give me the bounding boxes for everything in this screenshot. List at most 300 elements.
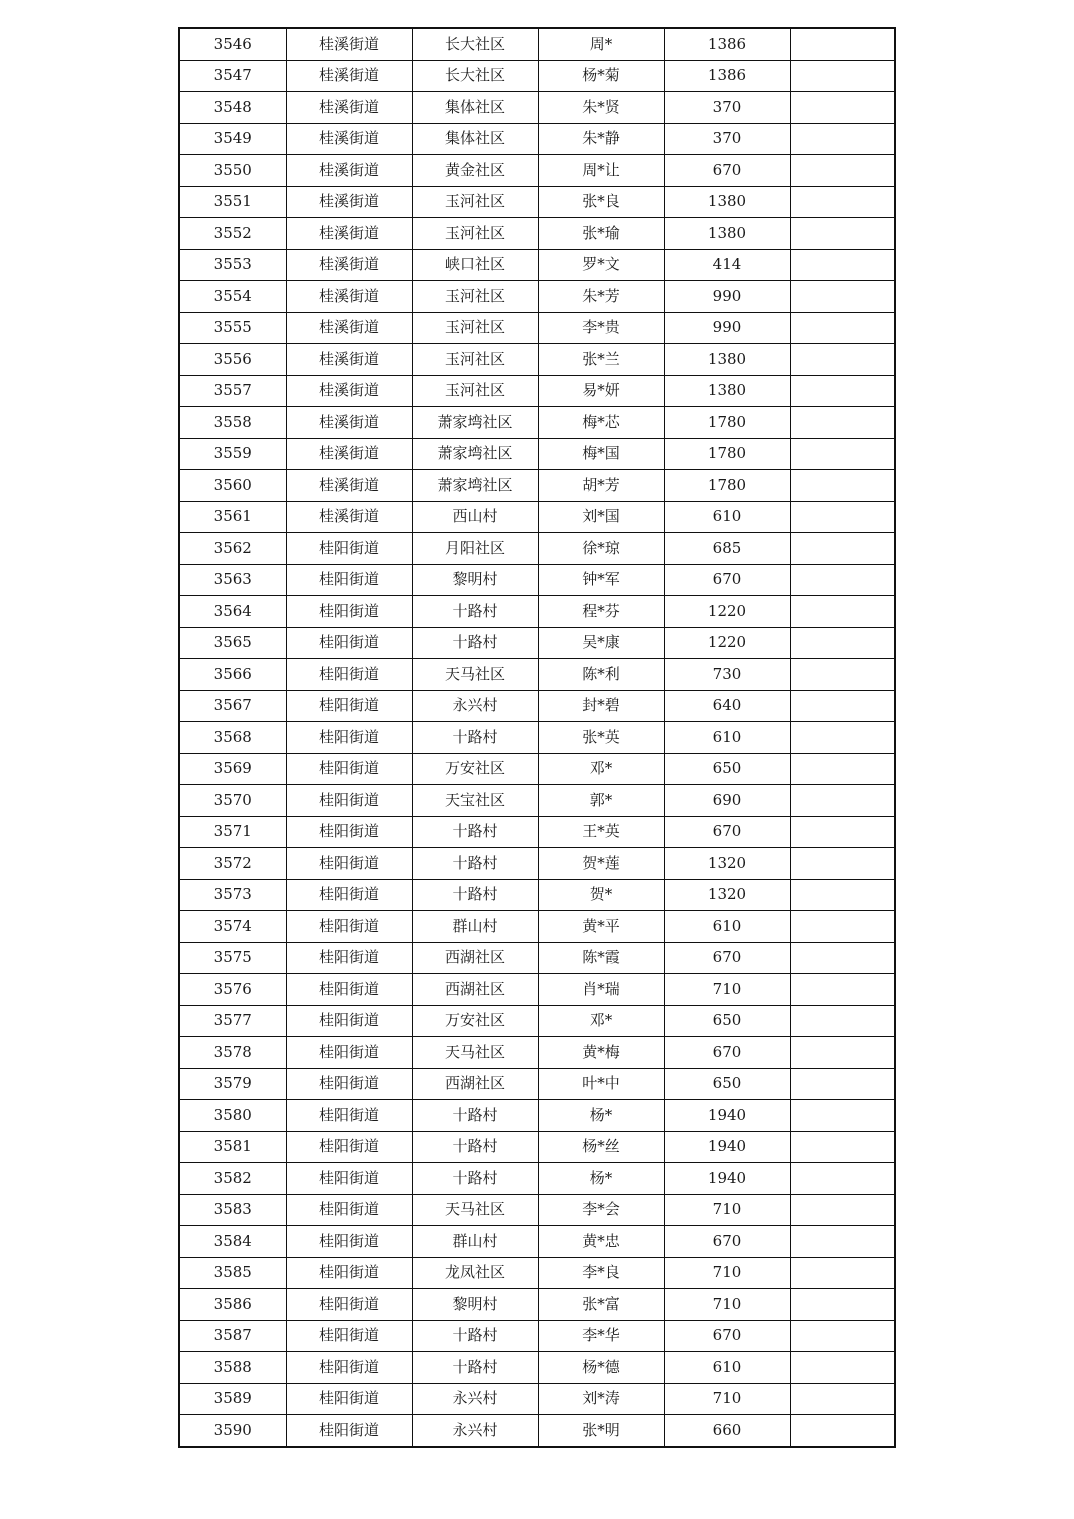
- subdistrict-cell: 桂溪街道: [286, 438, 412, 470]
- community-cell: 十路村: [412, 848, 538, 880]
- table-row: [179, 974, 895, 1006]
- community-cell: 萧家塆社区: [412, 407, 538, 439]
- serial-number-cell: 3549: [179, 123, 286, 155]
- community-cell: 集体社区: [412, 92, 538, 124]
- table-row: [179, 1100, 895, 1132]
- serial-number-cell: 3583: [179, 1194, 286, 1226]
- amount-cell: 1940: [664, 1163, 790, 1195]
- person-name-cell: 张*良: [538, 186, 664, 218]
- remark-cell: [790, 753, 895, 785]
- amount-cell: 650: [664, 1068, 790, 1100]
- remark-cell: [790, 785, 895, 817]
- community-cell: 十路村: [412, 627, 538, 659]
- table-row: [179, 407, 895, 439]
- table-row: [179, 249, 895, 281]
- subdistrict-cell: 桂阳街道: [286, 690, 412, 722]
- person-name-cell: 刘*涛: [538, 1383, 664, 1415]
- remark-cell: [790, 218, 895, 250]
- table-row: [179, 785, 895, 817]
- person-name-cell: 周*让: [538, 155, 664, 187]
- serial-number-cell: 3569: [179, 753, 286, 785]
- community-cell: 玉河社区: [412, 312, 538, 344]
- subdistrict-cell: 桂阳街道: [286, 1037, 412, 1069]
- subdistrict-cell: 桂溪街道: [286, 249, 412, 281]
- serial-number-cell: 3580: [179, 1100, 286, 1132]
- serial-number-cell: 3563: [179, 564, 286, 596]
- amount-cell: 414: [664, 249, 790, 281]
- amount-cell: 990: [664, 281, 790, 313]
- serial-number-cell: 3559: [179, 438, 286, 470]
- community-cell: 群山村: [412, 1226, 538, 1258]
- person-name-cell: 梅*芯: [538, 407, 664, 439]
- subdistrict-cell: 桂溪街道: [286, 407, 412, 439]
- table-row: [179, 92, 895, 124]
- person-name-cell: 叶*中: [538, 1068, 664, 1100]
- remark-cell: [790, 659, 895, 691]
- table-row: [179, 1037, 895, 1069]
- person-name-cell: 杨*菊: [538, 60, 664, 92]
- serial-number-cell: 3567: [179, 690, 286, 722]
- community-cell: 西湖社区: [412, 974, 538, 1006]
- amount-cell: 1940: [664, 1100, 790, 1132]
- remark-cell: [790, 596, 895, 628]
- amount-cell: 1320: [664, 848, 790, 880]
- community-cell: 玉河社区: [412, 186, 538, 218]
- person-name-cell: 罗*文: [538, 249, 664, 281]
- remark-cell: [790, 974, 895, 1006]
- amount-cell: 1940: [664, 1131, 790, 1163]
- serial-number-cell: 3589: [179, 1383, 286, 1415]
- amount-cell: 1380: [664, 186, 790, 218]
- table-row: [179, 596, 895, 628]
- subdistrict-cell: 桂阳街道: [286, 659, 412, 691]
- table-row: [179, 1415, 895, 1447]
- serial-number-cell: 3586: [179, 1289, 286, 1321]
- person-name-cell: 黄*忠: [538, 1226, 664, 1258]
- serial-number-cell: 3575: [179, 942, 286, 974]
- community-cell: 玉河社区: [412, 375, 538, 407]
- remark-cell: [790, 1163, 895, 1195]
- community-cell: 万安社区: [412, 1005, 538, 1037]
- serial-number-cell: 3572: [179, 848, 286, 880]
- table-row: [179, 848, 895, 880]
- community-cell: 十路村: [412, 1320, 538, 1352]
- amount-cell: 1380: [664, 344, 790, 376]
- person-name-cell: 张*明: [538, 1415, 664, 1447]
- subdistrict-cell: 桂阳街道: [286, 1383, 412, 1415]
- person-name-cell: 李*贵: [538, 312, 664, 344]
- community-cell: 永兴村: [412, 1383, 538, 1415]
- amount-cell: 710: [664, 1257, 790, 1289]
- amount-cell: 1320: [664, 879, 790, 911]
- subdistrict-cell: 桂阳街道: [286, 848, 412, 880]
- amount-cell: 1386: [664, 60, 790, 92]
- table-row: [179, 1163, 895, 1195]
- person-name-cell: 程*芬: [538, 596, 664, 628]
- subdistrict-cell: 桂溪街道: [286, 281, 412, 313]
- serial-number-cell: 3588: [179, 1352, 286, 1384]
- community-cell: 黄金社区: [412, 155, 538, 187]
- table-row: [179, 911, 895, 943]
- remark-cell: [790, 1131, 895, 1163]
- subdistrict-cell: 桂阳街道: [286, 1194, 412, 1226]
- remark-cell: [790, 690, 895, 722]
- table-row: [179, 28, 895, 60]
- person-name-cell: 肖*瑞: [538, 974, 664, 1006]
- community-cell: 玉河社区: [412, 281, 538, 313]
- person-name-cell: 杨*德: [538, 1352, 664, 1384]
- serial-number-cell: 3548: [179, 92, 286, 124]
- subdistrict-cell: 桂阳街道: [286, 596, 412, 628]
- subdistrict-cell: 桂阳街道: [286, 1320, 412, 1352]
- amount-cell: 710: [664, 1383, 790, 1415]
- person-name-cell: 郭*: [538, 785, 664, 817]
- amount-cell: 1780: [664, 438, 790, 470]
- amount-cell: 1780: [664, 470, 790, 502]
- person-name-cell: 张*兰: [538, 344, 664, 376]
- subdistrict-cell: 桂溪街道: [286, 28, 412, 60]
- community-cell: 长大社区: [412, 28, 538, 60]
- community-cell: 玉河社区: [412, 218, 538, 250]
- community-cell: 永兴村: [412, 1415, 538, 1447]
- subdistrict-cell: 桂溪街道: [286, 312, 412, 344]
- community-cell: 玉河社区: [412, 344, 538, 376]
- remark-cell: [790, 123, 895, 155]
- remark-cell: [790, 1383, 895, 1415]
- table-row: [179, 1352, 895, 1384]
- community-cell: 龙凤社区: [412, 1257, 538, 1289]
- table-row: [179, 753, 895, 785]
- serial-number-cell: 3579: [179, 1068, 286, 1100]
- community-cell: 十路村: [412, 1163, 538, 1195]
- serial-number-cell: 3553: [179, 249, 286, 281]
- subdistrict-cell: 桂阳街道: [286, 1068, 412, 1100]
- table-row: [179, 123, 895, 155]
- community-cell: 群山村: [412, 911, 538, 943]
- person-name-cell: 周*: [538, 28, 664, 60]
- remark-cell: [790, 407, 895, 439]
- remark-cell: [790, 1289, 895, 1321]
- serial-number-cell: 3582: [179, 1163, 286, 1195]
- person-name-cell: 朱*芳: [538, 281, 664, 313]
- community-cell: 十路村: [412, 1100, 538, 1132]
- remark-cell: [790, 848, 895, 880]
- serial-number-cell: 3554: [179, 281, 286, 313]
- table-row: [179, 470, 895, 502]
- person-name-cell: 杨*丝: [538, 1131, 664, 1163]
- amount-cell: 670: [664, 1226, 790, 1258]
- serial-number-cell: 3590: [179, 1415, 286, 1447]
- serial-number-cell: 3587: [179, 1320, 286, 1352]
- serial-number-cell: 3584: [179, 1226, 286, 1258]
- amount-cell: 690: [664, 785, 790, 817]
- community-cell: 十路村: [412, 1352, 538, 1384]
- table-row: [179, 281, 895, 313]
- community-cell: 天马社区: [412, 1194, 538, 1226]
- community-cell: 十路村: [412, 596, 538, 628]
- table-row: [179, 1257, 895, 1289]
- remark-cell: [790, 1320, 895, 1352]
- person-name-cell: 杨*: [538, 1163, 664, 1195]
- subdistrict-cell: 桂阳街道: [286, 1100, 412, 1132]
- table-row: [179, 879, 895, 911]
- remark-cell: [790, 879, 895, 911]
- remark-cell: [790, 60, 895, 92]
- subdistrict-cell: 桂阳街道: [286, 1131, 412, 1163]
- amount-cell: 610: [664, 501, 790, 533]
- remark-cell: [790, 375, 895, 407]
- person-name-cell: 李*良: [538, 1257, 664, 1289]
- amount-cell: 1386: [664, 28, 790, 60]
- remark-cell: [790, 186, 895, 218]
- serial-number-cell: 3561: [179, 501, 286, 533]
- serial-number-cell: 3562: [179, 533, 286, 565]
- amount-cell: 1220: [664, 627, 790, 659]
- subdistrict-cell: 桂阳街道: [286, 816, 412, 848]
- serial-number-cell: 3557: [179, 375, 286, 407]
- serial-number-cell: 3552: [179, 218, 286, 250]
- table-row: [179, 438, 895, 470]
- subdistrict-cell: 桂溪街道: [286, 60, 412, 92]
- person-name-cell: 张*瑜: [538, 218, 664, 250]
- table-row: [179, 60, 895, 92]
- remark-cell: [790, 1415, 895, 1447]
- table-row: [179, 627, 895, 659]
- serial-number-cell: 3576: [179, 974, 286, 1006]
- community-cell: 万安社区: [412, 753, 538, 785]
- serial-number-cell: 3568: [179, 722, 286, 754]
- subdistrict-cell: 桂溪街道: [286, 186, 412, 218]
- community-cell: 集体社区: [412, 123, 538, 155]
- remark-cell: [790, 1226, 895, 1258]
- serial-number-cell: 3564: [179, 596, 286, 628]
- remark-cell: [790, 1068, 895, 1100]
- table-row: [179, 942, 895, 974]
- subdistrict-cell: 桂溪街道: [286, 123, 412, 155]
- table-row: [179, 690, 895, 722]
- community-cell: 永兴村: [412, 690, 538, 722]
- amount-cell: 670: [664, 1320, 790, 1352]
- subdistrict-cell: 桂溪街道: [286, 375, 412, 407]
- community-cell: 西湖社区: [412, 1068, 538, 1100]
- amount-cell: 1780: [664, 407, 790, 439]
- serial-number-cell: 3578: [179, 1037, 286, 1069]
- table-row: [179, 501, 895, 533]
- person-name-cell: 梅*国: [538, 438, 664, 470]
- subdistrict-cell: 桂阳街道: [286, 1257, 412, 1289]
- remark-cell: [790, 344, 895, 376]
- remark-cell: [790, 1005, 895, 1037]
- remark-cell: [790, 942, 895, 974]
- community-cell: 萧家塆社区: [412, 438, 538, 470]
- remark-cell: [790, 1257, 895, 1289]
- amount-cell: 370: [664, 123, 790, 155]
- person-name-cell: 朱*静: [538, 123, 664, 155]
- table-row: [179, 533, 895, 565]
- amount-cell: 710: [664, 1289, 790, 1321]
- person-name-cell: 黄*平: [538, 911, 664, 943]
- serial-number-cell: 3581: [179, 1131, 286, 1163]
- community-cell: 萧家塆社区: [412, 470, 538, 502]
- person-name-cell: 张*英: [538, 722, 664, 754]
- subdistrict-cell: 桂溪街道: [286, 92, 412, 124]
- amount-cell: 610: [664, 911, 790, 943]
- serial-number-cell: 3550: [179, 155, 286, 187]
- remark-cell: [790, 281, 895, 313]
- data-table: [178, 27, 896, 1448]
- table-row: [179, 1289, 895, 1321]
- community-cell: 月阳社区: [412, 533, 538, 565]
- community-cell: 十路村: [412, 816, 538, 848]
- remark-cell: [790, 501, 895, 533]
- community-cell: 天马社区: [412, 659, 538, 691]
- community-cell: 天宝社区: [412, 785, 538, 817]
- subdistrict-cell: 桂溪街道: [286, 218, 412, 250]
- serial-number-cell: 3546: [179, 28, 286, 60]
- serial-number-cell: 3556: [179, 344, 286, 376]
- subdistrict-cell: 桂溪街道: [286, 470, 412, 502]
- subdistrict-cell: 桂阳街道: [286, 942, 412, 974]
- subdistrict-cell: 桂阳街道: [286, 1352, 412, 1384]
- serial-number-cell: 3551: [179, 186, 286, 218]
- subdistrict-cell: 桂阳街道: [286, 722, 412, 754]
- table-row: [179, 1131, 895, 1163]
- community-cell: 十路村: [412, 722, 538, 754]
- person-name-cell: 黄*梅: [538, 1037, 664, 1069]
- subdistrict-cell: 桂阳街道: [286, 911, 412, 943]
- amount-cell: 670: [664, 942, 790, 974]
- subdistrict-cell: 桂阳街道: [286, 1005, 412, 1037]
- community-cell: 黎明村: [412, 1289, 538, 1321]
- amount-cell: 990: [664, 312, 790, 344]
- subdistrict-cell: 桂阳街道: [286, 879, 412, 911]
- amount-cell: 660: [664, 1415, 790, 1447]
- amount-cell: 1380: [664, 375, 790, 407]
- table-row: [179, 1194, 895, 1226]
- amount-cell: 650: [664, 753, 790, 785]
- subdistrict-cell: 桂阳街道: [286, 1289, 412, 1321]
- remark-cell: [790, 1352, 895, 1384]
- person-name-cell: 杨*: [538, 1100, 664, 1132]
- subdistrict-cell: 桂阳街道: [286, 785, 412, 817]
- remark-cell: [790, 722, 895, 754]
- person-name-cell: 贺*: [538, 879, 664, 911]
- amount-cell: 610: [664, 722, 790, 754]
- community-cell: 长大社区: [412, 60, 538, 92]
- person-name-cell: 封*碧: [538, 690, 664, 722]
- serial-number-cell: 3585: [179, 1257, 286, 1289]
- subdistrict-cell: 桂溪街道: [286, 501, 412, 533]
- person-name-cell: 胡*芳: [538, 470, 664, 502]
- table-row: [179, 375, 895, 407]
- person-name-cell: 刘*国: [538, 501, 664, 533]
- amount-cell: 610: [664, 1352, 790, 1384]
- subdistrict-cell: 桂阳街道: [286, 1226, 412, 1258]
- amount-cell: 650: [664, 1005, 790, 1037]
- serial-number-cell: 3571: [179, 816, 286, 848]
- community-cell: 峡口社区: [412, 249, 538, 281]
- community-cell: 天马社区: [412, 1037, 538, 1069]
- table-row: [179, 722, 895, 754]
- person-name-cell: 徐*琼: [538, 533, 664, 565]
- person-name-cell: 张*富: [538, 1289, 664, 1321]
- amount-cell: 670: [664, 816, 790, 848]
- remark-cell: [790, 1037, 895, 1069]
- person-name-cell: 李*会: [538, 1194, 664, 1226]
- person-name-cell: 陈*利: [538, 659, 664, 691]
- remark-cell: [790, 28, 895, 60]
- remark-cell: [790, 564, 895, 596]
- subdistrict-cell: 桂阳街道: [286, 974, 412, 1006]
- amount-cell: 1220: [664, 596, 790, 628]
- serial-number-cell: 3574: [179, 911, 286, 943]
- serial-number-cell: 3577: [179, 1005, 286, 1037]
- remark-cell: [790, 155, 895, 187]
- remark-cell: [790, 911, 895, 943]
- subdistrict-cell: 桂溪街道: [286, 155, 412, 187]
- table-row: [179, 344, 895, 376]
- amount-cell: 370: [664, 92, 790, 124]
- community-cell: 十路村: [412, 1131, 538, 1163]
- serial-number-cell: 3573: [179, 879, 286, 911]
- remark-cell: [790, 470, 895, 502]
- subdistrict-cell: 桂阳街道: [286, 533, 412, 565]
- person-name-cell: 吴*康: [538, 627, 664, 659]
- person-name-cell: 朱*贤: [538, 92, 664, 124]
- table-row: [179, 816, 895, 848]
- remark-cell: [790, 1194, 895, 1226]
- table-row: [179, 1383, 895, 1415]
- person-name-cell: 贺*莲: [538, 848, 664, 880]
- person-name-cell: 邓*: [538, 753, 664, 785]
- serial-number-cell: 3558: [179, 407, 286, 439]
- person-name-cell: 邓*: [538, 1005, 664, 1037]
- table-row: [179, 218, 895, 250]
- amount-cell: 670: [664, 1037, 790, 1069]
- amount-cell: 685: [664, 533, 790, 565]
- serial-number-cell: 3560: [179, 470, 286, 502]
- community-cell: 黎明村: [412, 564, 538, 596]
- table-row: [179, 186, 895, 218]
- table-row: [179, 564, 895, 596]
- subdistrict-cell: 桂溪街道: [286, 344, 412, 376]
- subdistrict-cell: 桂阳街道: [286, 564, 412, 596]
- serial-number-cell: 3570: [179, 785, 286, 817]
- table-row: [179, 1005, 895, 1037]
- person-name-cell: 钟*军: [538, 564, 664, 596]
- person-name-cell: 易*妍: [538, 375, 664, 407]
- community-cell: 西湖社区: [412, 942, 538, 974]
- table-body: [179, 28, 895, 1447]
- amount-cell: 640: [664, 690, 790, 722]
- amount-cell: 710: [664, 974, 790, 1006]
- serial-number-cell: 3555: [179, 312, 286, 344]
- amount-cell: 710: [664, 1194, 790, 1226]
- table-row: [179, 1226, 895, 1258]
- amount-cell: 1380: [664, 218, 790, 250]
- subdistrict-cell: 桂阳街道: [286, 753, 412, 785]
- table-row: [179, 1068, 895, 1100]
- remark-cell: [790, 816, 895, 848]
- community-cell: 西山村: [412, 501, 538, 533]
- subdistrict-cell: 桂阳街道: [286, 1163, 412, 1195]
- subdistrict-cell: 桂阳街道: [286, 627, 412, 659]
- community-cell: 十路村: [412, 879, 538, 911]
- serial-number-cell: 3565: [179, 627, 286, 659]
- remark-cell: [790, 627, 895, 659]
- serial-number-cell: 3547: [179, 60, 286, 92]
- table-row: [179, 155, 895, 187]
